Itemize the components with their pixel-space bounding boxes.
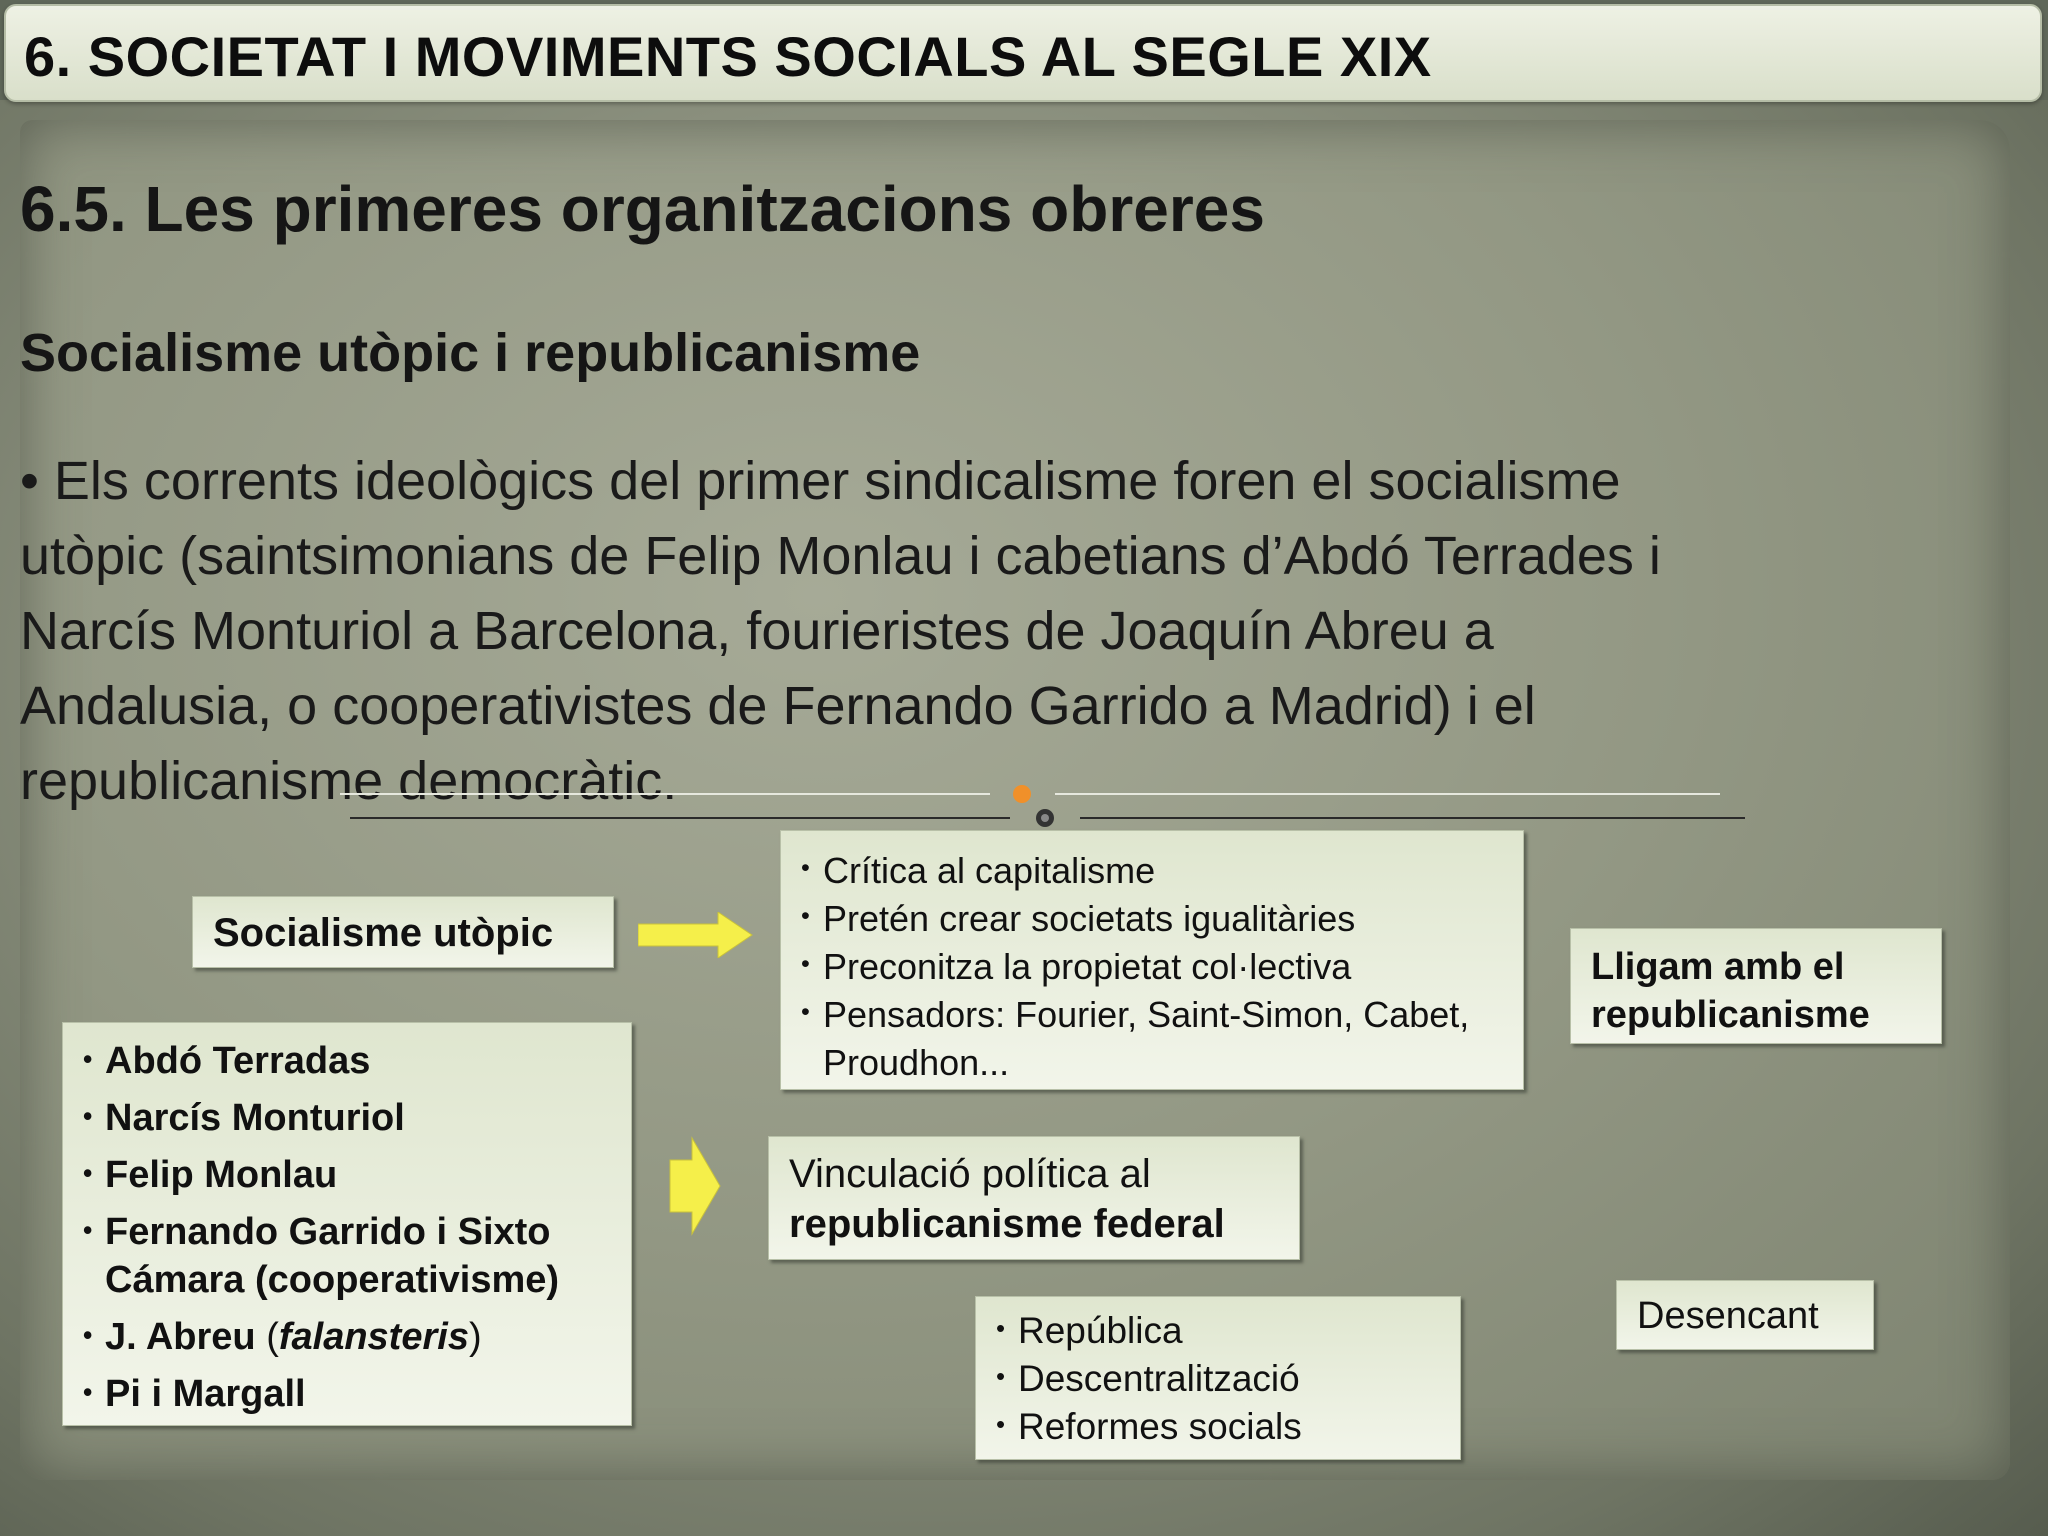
paragraph-line: Narcís Monturiol a Barcelona, fourieristes de Joaquín Abreu a: [20, 601, 1494, 661]
intro-paragraph: [20, 444, 2010, 819]
socialisme-utopic-box: [192, 896, 614, 968]
republica-box: [975, 1296, 1461, 1460]
desencant-label: Desencant: [1637, 1295, 1819, 1337]
feature-item: • Pretén crear societats igualitàries: [801, 895, 1499, 943]
features-box: [780, 830, 1524, 1090]
section-subtitle: Socialisme utòpic i republicanisme: [20, 323, 921, 383]
people-box: [62, 1022, 632, 1426]
republica-item: • Reformes socials: [996, 1403, 1440, 1451]
desencant-box: [1616, 1280, 1874, 1350]
right-arrow-icon: [668, 1136, 722, 1238]
person-item: • Pi i Margall: [83, 1370, 611, 1418]
lligam-box: [1570, 928, 1942, 1044]
person-item: • J. Abreu (falansteris): [83, 1313, 611, 1361]
paragraph-line: utòpic (saintsimonians de Felip Monlau i cabetians d’Abdó Terrades i: [20, 526, 1661, 586]
paragraph-line: republicanisme democràtic.: [20, 751, 678, 811]
decorative-divider: [340, 780, 1760, 830]
person-item: • Narcís Monturiol: [83, 1094, 611, 1142]
lligam-label: Lligam amb el republicanisme: [1591, 946, 1870, 1036]
section-title: 6.5. Les primeres organitzacions obreres: [20, 173, 1265, 245]
person-item: • Felip Monlau: [83, 1151, 611, 1199]
vinculacio-text: Vinculació política al: [789, 1152, 1151, 1196]
paragraph-line: • Els corrents ideològics del primer sindicalisme foren el socialisme: [20, 451, 1621, 511]
slide-header: [4, 4, 2042, 102]
feature-item: • Crítica al capitalisme: [801, 847, 1499, 895]
paragraph-line: Andalusia, o cooperativistes de Fernando Garrido a Madrid) i el: [20, 676, 1536, 736]
person-item: • Fernando Garrido i Sixto Cámara (cooperativisme): [83, 1208, 611, 1304]
feature-item: • Pensadors: Fourier, Saint-Simon, Cabet, Proudhon...: [801, 991, 1499, 1087]
person-item: • Abdó Terradas: [83, 1037, 611, 1085]
republica-item: • Descentralització: [996, 1355, 1440, 1403]
vinculacio-box: [768, 1136, 1300, 1260]
feature-item: • Preconitza la propietat col·lectiva: [801, 943, 1499, 991]
vinculacio-text-bold: republicanisme federal: [789, 1202, 1225, 1246]
right-arrow-icon: [638, 912, 754, 958]
socialisme-utopic-label: Socialisme utòpic: [213, 911, 554, 955]
slide-title: 6. SOCIETAT I MOVIMENTS SOCIALS AL SEGLE XIX: [24, 25, 1432, 88]
republica-item: • República: [996, 1307, 1440, 1355]
